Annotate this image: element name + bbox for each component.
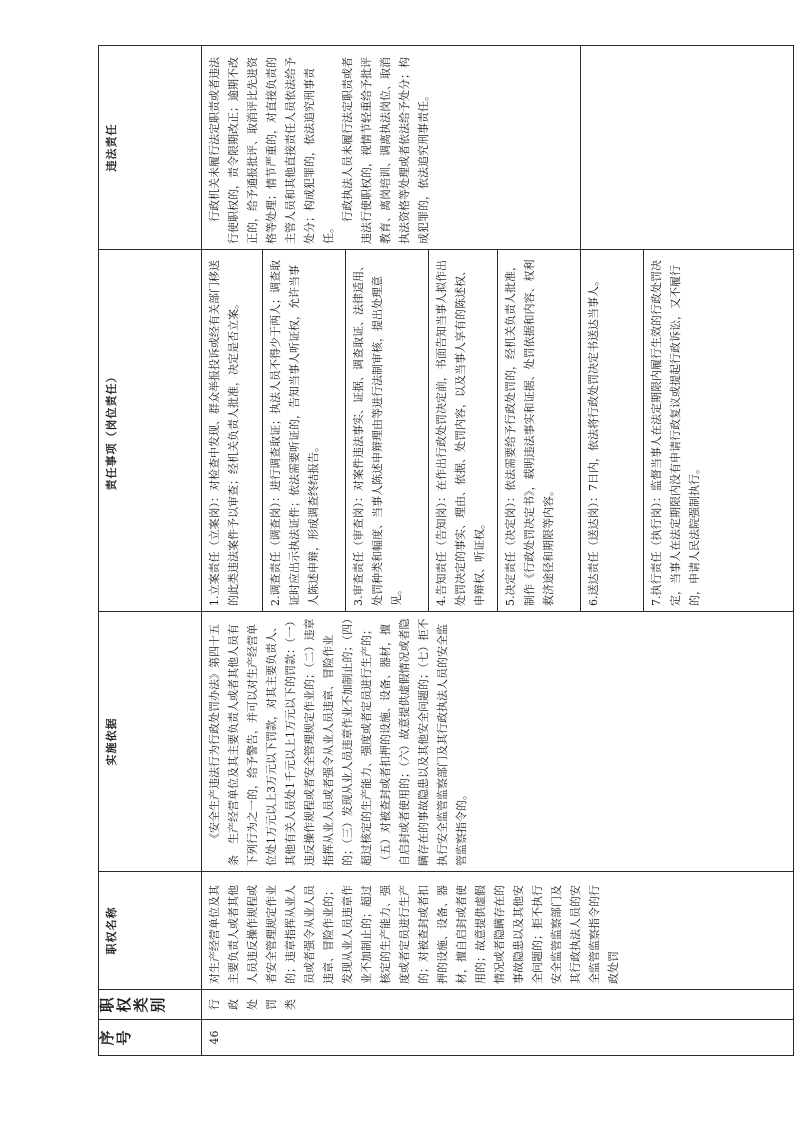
duty-notification: 4.告知责任（告知岗）：在作出行政处罚决定前，书面告知当事人拟作出处罚决定的事实、理由、依据、处罚内容，以及当事人享有的陈述权、申辩权、听证权。 bbox=[429, 250, 498, 612]
header-liability: 违法责任 bbox=[99, 46, 202, 250]
liability-agency: 行政机关未履行法定职责或者违法行使职权的，责令限期改正；逾期不改正的，给予通报批评、取消评比先进资格等处理；情节严重的，对直接负责的主管人员和其他直接责任人员依法给予处分；构成犯罪的，依法追究刑事责任。 bbox=[208, 57, 335, 244]
header-category: 职权类别 bbox=[99, 990, 202, 1020]
duty-decision: 5.决定责任（决定岗）：依法需要给予行政处罚的，经机关负责人批准，制作《行政处罚决定书》，载明违法事实和证据、处罚依据和内容、权利救济途径和期限等内容。 bbox=[498, 250, 581, 612]
row-power-name: 对生产经营单位及其主要负责人或者其他人员违反操作规程或者安全管理规定作业的；违章指挥从业人员或者强令从业人员违章、冒险作业的；发现从业人员违章作业不加制止的；超过核定的生产能力、强度或者定员进行生产的；对被查封或者扣押的设施、设备、器材，擅自启封或者使用的；故意提供虚假情况或者隐瞒存在的事故隐患以及其他安全问题的；拒不执行安全监管监察部门及其行政执法人员的安全监管监察指令的行政处罚 bbox=[202, 872, 794, 990]
header-duties: 责任事项（岗位责任） bbox=[99, 250, 202, 612]
table-header-row bbox=[99, 46, 202, 1056]
row-liability bbox=[202, 46, 581, 250]
liability-officer: 行政执法人员未履行法定职责或者违法行使职权的，视情节轻重给予批评教育、离岗培训、调离执法岗位、取消执法资格等处理或者依法给予处分；构成犯罪的，依法追究刑事责任。 bbox=[341, 57, 430, 244]
duty-filing: 1.立案责任（立案岗）：对检查中发现、群众举报投诉或经有关部门移送的此类违法案件予以审查；经机关负责人批准，决定是否立案。 bbox=[202, 250, 263, 612]
row-basis bbox=[202, 612, 794, 872]
basis-text: 《安全生产违法行为行政处罚办法》第四十五条 生产经营单位及其主要负责人或者其他人员有下列行为之一的，给予警告，并可以对生产经营单位处1万元以上3万元以下罚款，对其主要负责人、其他有关人员处1千元以上1万元以下的罚款：（一）违反操作规程或者安全管理规定作业的；（二）违章指挥从业人员或者强令从业人员违章、冒险作业的；（三）发现从业人员违章作业不加制止的；（四）超过核定的生产能力、强度或者定员进行生产的；（五）对被查封或者扣押的设施、设备、器材，擅自启封或者使用的；（六）故意提供虚假情况或者隐瞒存在的事故隐患以及其他安全问题的；（七）拒不执行安全监管监察部门及其行政执法人员的安全监管监察指令的。 bbox=[208, 618, 468, 866]
duty-investigation: 2.调查责任（调查岗）：进行调查取证；执法人员不得少于两人；调查取证时应出示执法证件；依法需要听证的，告知当事人听证权，允许当事人陈述申辩，形成调查终结报告。 bbox=[263, 250, 346, 612]
liability-blank bbox=[581, 46, 794, 250]
row-category: 行政处罚类 bbox=[202, 990, 794, 1020]
table-row bbox=[202, 46, 263, 1056]
duty-review: 3.审查责任（审查岗）：对案件违法事实、证据、调查取证、法律适用、处罚种类和幅度、当事人陈述申辩理由等进行法制审核，提出处理意见。 bbox=[346, 250, 429, 612]
power-list-table bbox=[98, 45, 794, 1056]
duty-enforcement: 7.执行责任（执行岗）：监督当事人在法定期限内履行生效的行政处罚决定，当事人在法定期限内没有申请行政复议或提起行政诉讼，又不履行的，申请人民法院强制执行。 bbox=[644, 250, 794, 612]
row-number: 46 bbox=[202, 1020, 794, 1056]
duty-service: 6.送达责任（送达岗）：7日内，依法将行政处罚决定书送达当事人。 bbox=[581, 250, 644, 612]
header-name: 职权名称 bbox=[99, 872, 202, 990]
header-no: 序号 bbox=[99, 1020, 202, 1056]
header-basis: 实施依据 bbox=[99, 612, 202, 872]
